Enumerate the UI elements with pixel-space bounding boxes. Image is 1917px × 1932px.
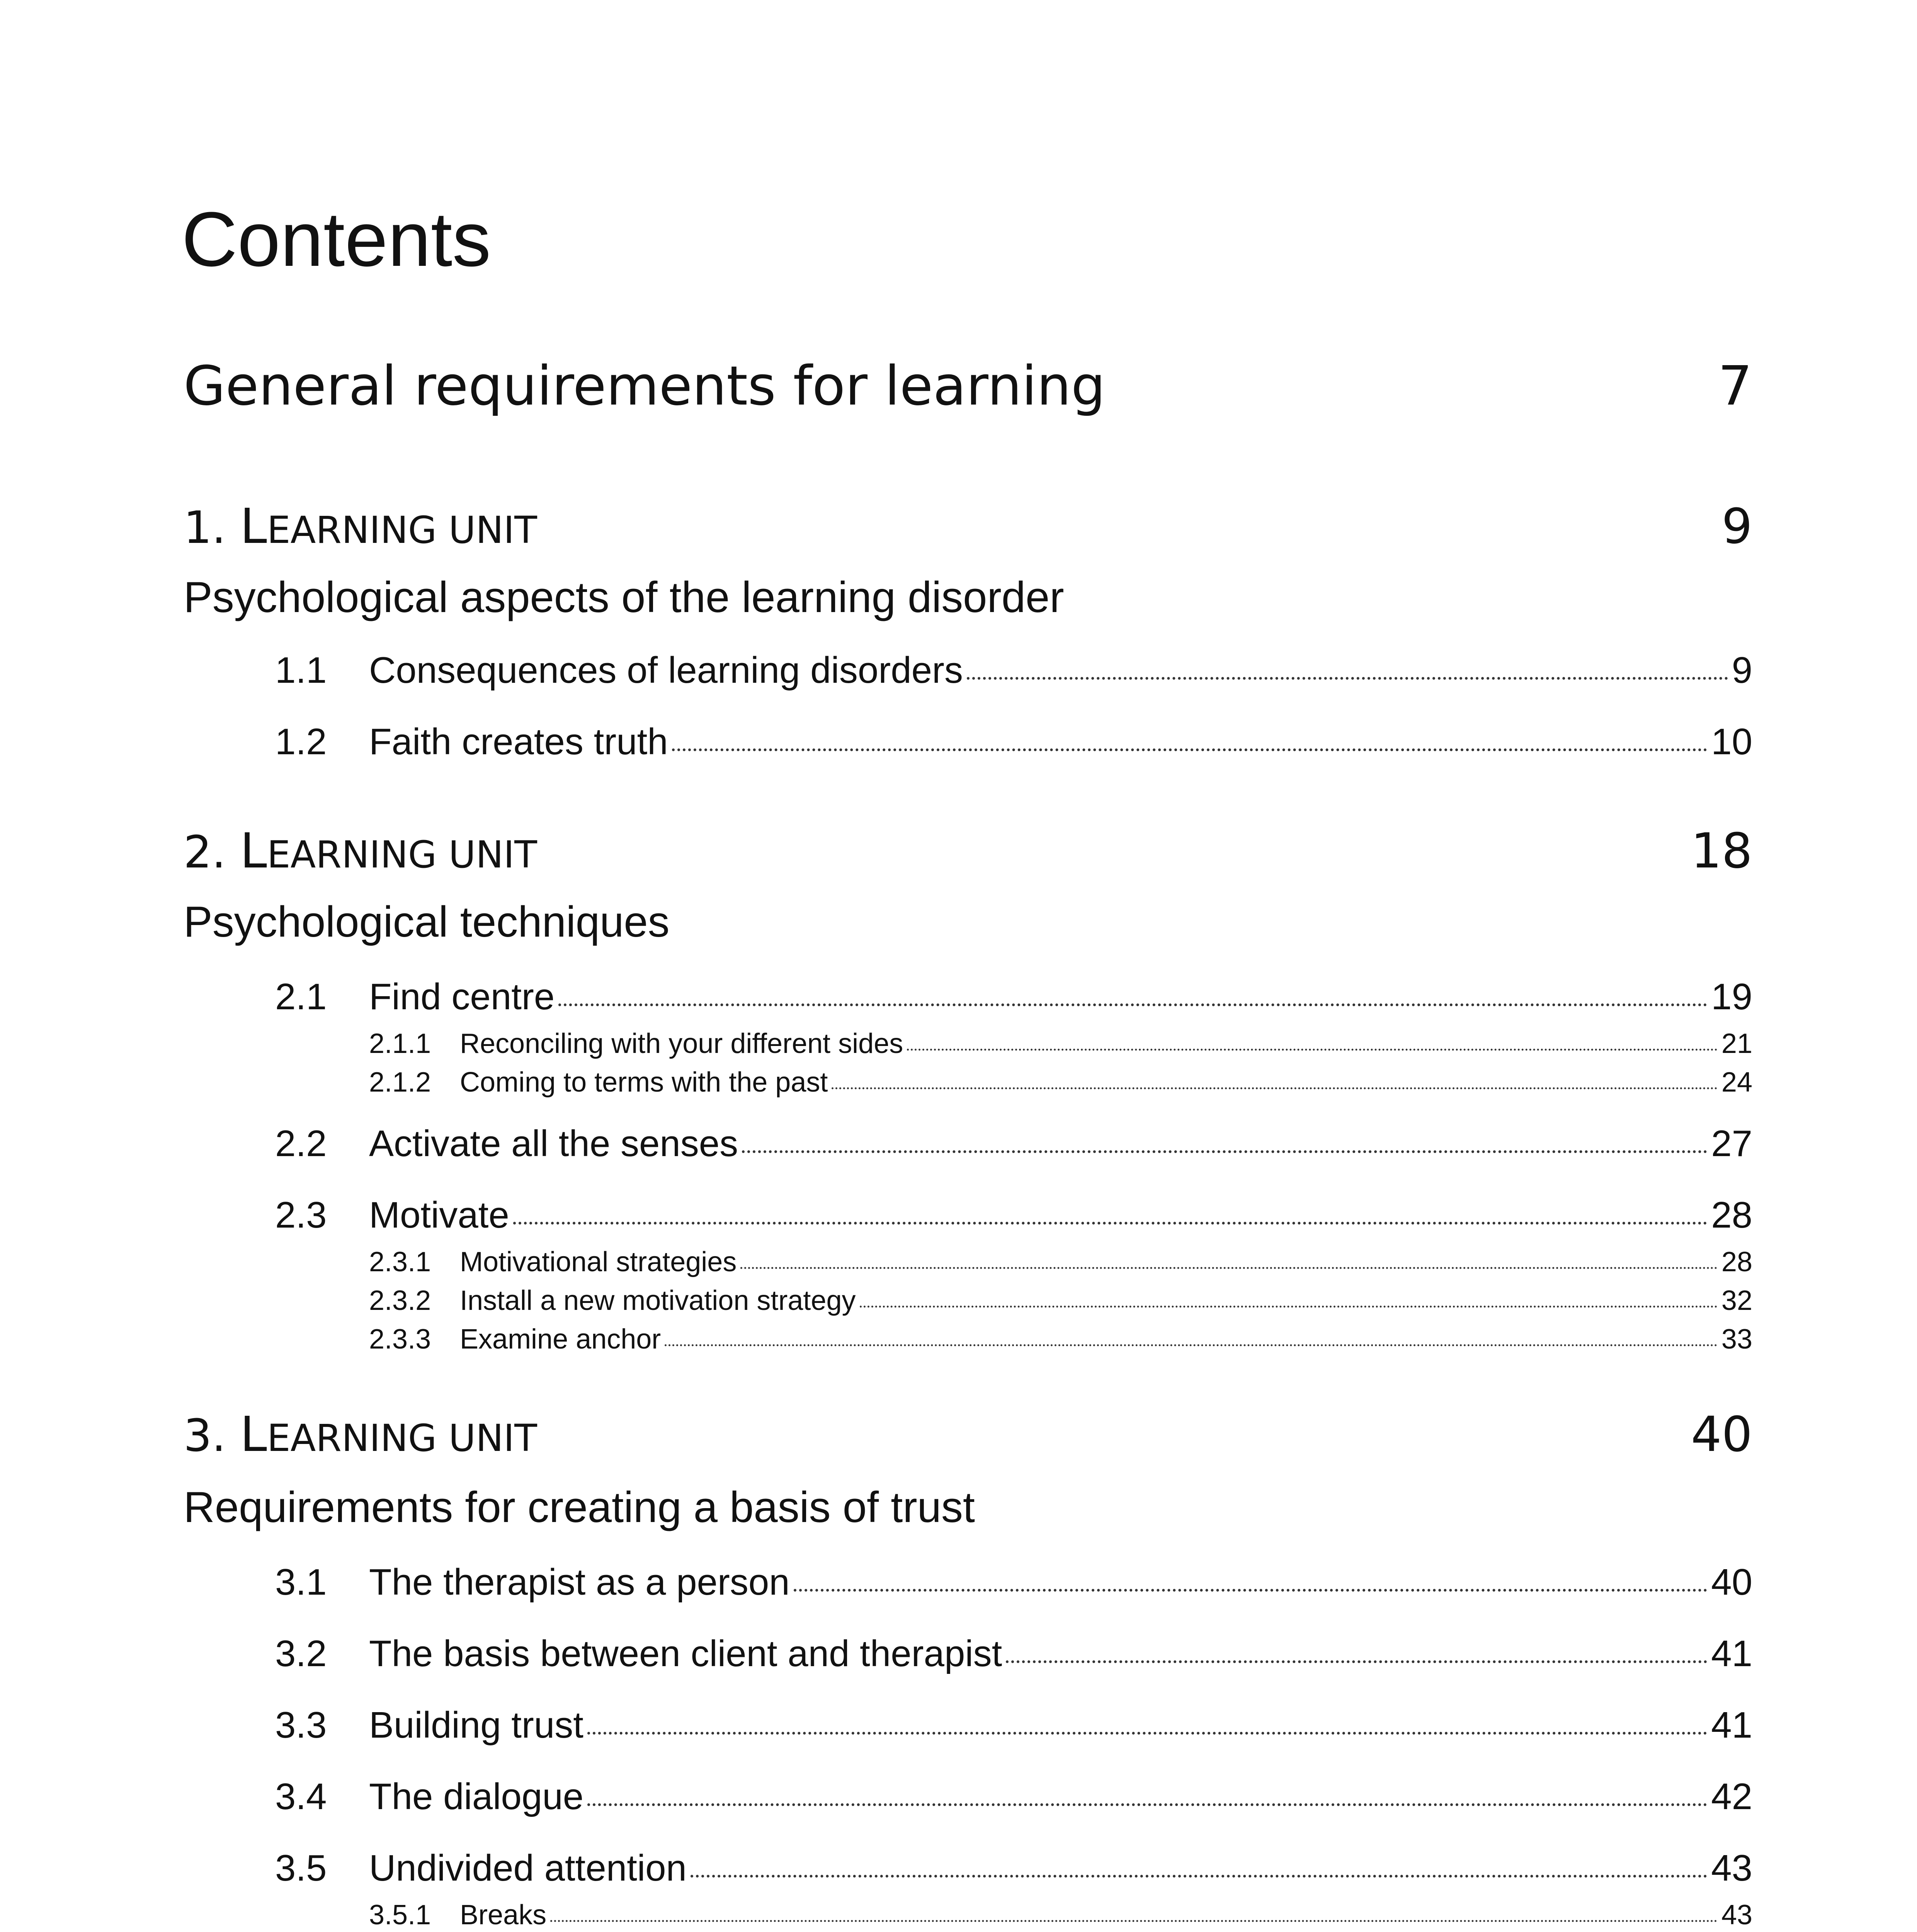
toc-entry-number: 2.1 — [275, 976, 327, 1017]
toc-entry-title: Activate all the senses — [369, 1123, 738, 1164]
dot-leader — [665, 1344, 1718, 1346]
unit-1-number: 1. — [184, 502, 240, 554]
unit-3-heading-cap: L — [240, 1406, 267, 1463]
toc-entry-2-3-3[interactable] — [0, 1323, 1752, 1374]
toc-general-heading[interactable] — [184, 355, 1752, 418]
toc-entry-title: The therapist as a person — [369, 1561, 790, 1603]
dot-leader — [1006, 1660, 1707, 1663]
toc-general-title: General requirements for learning — [184, 355, 1106, 418]
toc-entry-title: Reconciling with your different sides — [460, 1028, 903, 1059]
toc-entry-3-5-1[interactable] — [0, 1899, 1752, 1932]
dot-leader — [832, 1087, 1718, 1089]
toc-entry-number: 3.2 — [275, 1633, 327, 1674]
toc-entry-page: 27 — [1711, 1123, 1752, 1164]
toc-entry-title: Faith creates truth — [369, 721, 668, 762]
toc-entry-title: The basis between client and therapist — [369, 1633, 1002, 1674]
unit-2-number: 2. — [184, 827, 240, 878]
dot-leader — [513, 1222, 1707, 1225]
dot-leader — [740, 1267, 1718, 1269]
dot-leader — [967, 677, 1728, 680]
toc-entry-title: Consequences of learning disorders — [369, 650, 963, 691]
unit-2-heading[interactable] — [184, 823, 1752, 879]
toc-entry-3-4[interactable] — [0, 1776, 1752, 1826]
toc-entry-number: 3.1 — [275, 1561, 327, 1603]
toc-entry-page: 9 — [1732, 650, 1752, 691]
unit-1-heading[interactable] — [184, 498, 1752, 554]
dot-leader — [558, 1003, 1707, 1006]
unit-3-heading-rest: EARNING UNIT — [267, 1417, 537, 1460]
dot-leader — [860, 1306, 1718, 1308]
unit-2-page: 18 — [1691, 823, 1752, 879]
toc-entry-3-5[interactable] — [0, 1847, 1752, 1897]
toc-entry-2-1-2[interactable] — [0, 1066, 1752, 1117]
toc-entry-title: The dialogue — [369, 1776, 584, 1817]
unit-1-subtitle: Psychological aspects of the learning disorder — [184, 573, 1064, 621]
toc-entry-number: 2.1.2 — [369, 1067, 431, 1098]
toc-entry-page: 32 — [1721, 1285, 1752, 1316]
toc-entry-page: 43 — [1721, 1900, 1752, 1930]
unit-3-subtitle: Requirements for creating a basis of trust — [184, 1483, 975, 1531]
toc-entry-3-1[interactable] — [0, 1561, 1752, 1611]
toc-entry-page: 28 — [1721, 1247, 1752, 1277]
toc-entry-page: 41 — [1711, 1704, 1752, 1746]
toc-entry-number: 2.2 — [275, 1123, 327, 1164]
toc-entry-number: 3.5.1 — [369, 1900, 431, 1930]
toc-entry-page: 21 — [1721, 1028, 1752, 1059]
toc-entry-page: 19 — [1711, 976, 1752, 1017]
toc-entry-3-2[interactable] — [0, 1633, 1752, 1683]
unit-1-heading-text — [184, 498, 537, 554]
unit-2-heading-text — [184, 823, 537, 879]
toc-entry-title: Motivational strategies — [460, 1247, 737, 1277]
toc-entry-title: Undivided attention — [369, 1847, 687, 1889]
toc-entry-2-2[interactable] — [0, 1122, 1752, 1173]
toc-entry-page: 33 — [1721, 1324, 1752, 1355]
toc-entry-number: 2.1.1 — [369, 1028, 431, 1059]
toc-entry-1-2[interactable] — [0, 721, 1752, 771]
toc-entry-number: 3.4 — [275, 1776, 327, 1817]
dot-leader — [794, 1589, 1708, 1592]
toc-entry-1-1[interactable] — [0, 649, 1752, 699]
toc-entry-page: 28 — [1711, 1194, 1752, 1236]
dot-leader — [672, 748, 1708, 751]
toc-entry-page: 41 — [1711, 1633, 1752, 1674]
toc-entry-title: Motivate — [369, 1194, 509, 1236]
toc-entry-title: Examine anchor — [460, 1324, 661, 1355]
toc-entry-3-3[interactable] — [0, 1704, 1752, 1754]
toc-entry-2-3[interactable] — [0, 1194, 1752, 1244]
unit-3-number: 3. — [184, 1410, 240, 1462]
unit-2-subtitle: Psychological techniques — [184, 898, 670, 946]
toc-entry-number: 2.3.1 — [369, 1247, 431, 1277]
dot-leader — [587, 1732, 1707, 1735]
dot-leader — [742, 1150, 1707, 1153]
unit-3-page: 40 — [1691, 1406, 1752, 1463]
toc-entry-number: 3.5 — [275, 1847, 327, 1889]
toc-entry-number: 2.3.3 — [369, 1324, 431, 1355]
dot-leader — [550, 1920, 1718, 1922]
toc-entry-title: Install a new motivation strategy — [460, 1285, 856, 1316]
toc-entry-number: 1.2 — [275, 721, 327, 762]
toc-entry-number: 2.3 — [275, 1194, 327, 1236]
toc-entry-2-1[interactable] — [0, 976, 1752, 1026]
page-title: Contents — [182, 196, 491, 282]
unit-2-heading-rest: EARNING UNIT — [267, 833, 537, 876]
dot-leader — [907, 1049, 1718, 1051]
unit-2-heading-cap: L — [240, 823, 267, 879]
dot-leader — [587, 1803, 1707, 1806]
unit-1-heading-cap: L — [240, 498, 267, 554]
unit-1-page: 9 — [1721, 498, 1752, 554]
toc-entry-page: 24 — [1721, 1067, 1752, 1098]
toc-entry-title: Breaks — [460, 1900, 547, 1930]
toc-entry-page: 42 — [1711, 1776, 1752, 1817]
toc-entry-title: Find centre — [369, 976, 555, 1017]
toc-entry-page: 40 — [1711, 1561, 1752, 1603]
toc-entry-number: 1.1 — [275, 650, 327, 691]
toc-entry-title: Coming to terms with the past — [460, 1067, 828, 1098]
toc-entry-title: Building trust — [369, 1704, 583, 1746]
unit-1-heading-rest: EARNING UNIT — [267, 509, 537, 552]
unit-3-heading-text — [184, 1406, 537, 1463]
toc-entry-number: 3.3 — [275, 1704, 327, 1746]
toc-general-page: 7 — [1718, 355, 1752, 418]
dot-leader — [691, 1875, 1707, 1878]
unit-3-heading[interactable] — [184, 1406, 1752, 1463]
toc-entry-number: 2.3.2 — [369, 1285, 431, 1316]
toc-entry-page: 10 — [1711, 721, 1752, 762]
toc-entry-page: 43 — [1711, 1847, 1752, 1889]
